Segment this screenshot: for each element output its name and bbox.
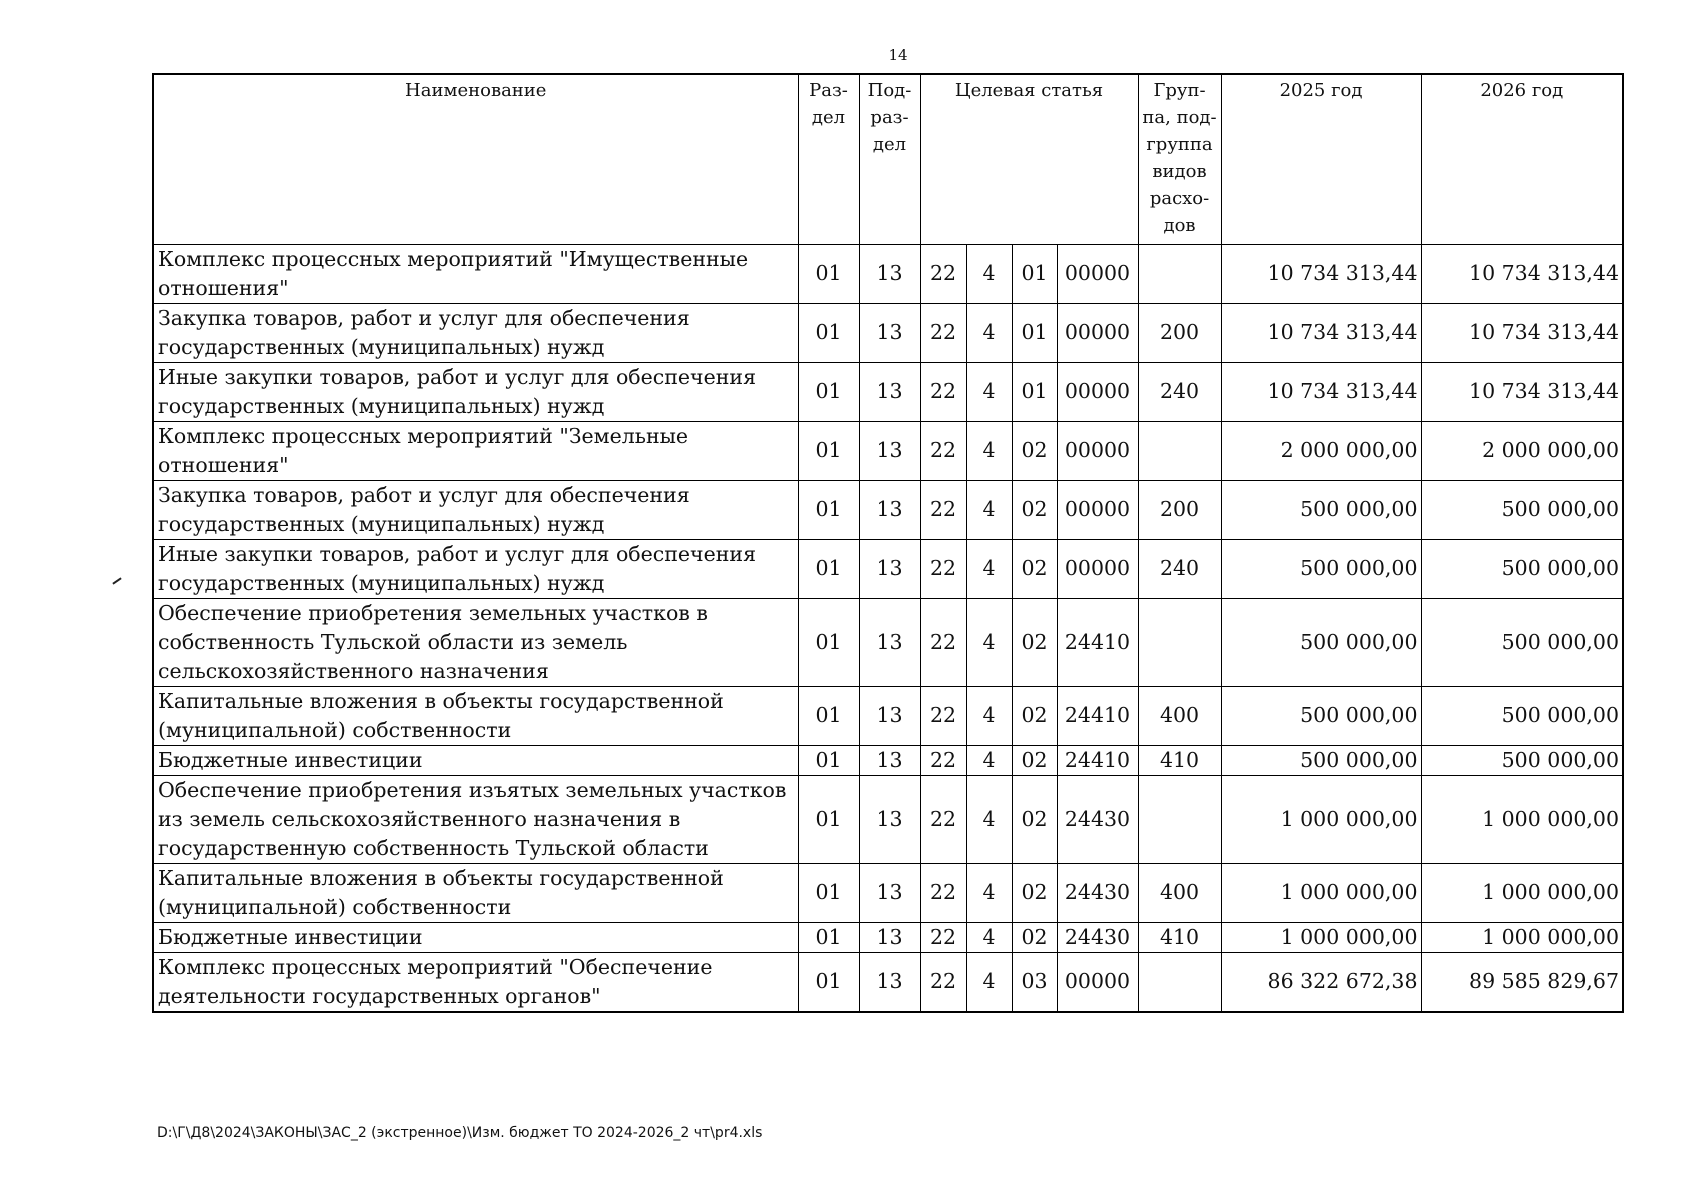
row-target-type: 4	[966, 686, 1012, 745]
table-row	[153, 922, 1623, 952]
table-row	[153, 480, 1623, 539]
row-target-complex: 02	[1012, 686, 1057, 745]
row-expense-group: 400	[1138, 863, 1221, 922]
row-amount-2025: 500 000,00	[1221, 686, 1421, 745]
row-target-complex: 02	[1012, 863, 1057, 922]
row-target-complex: 02	[1012, 922, 1057, 952]
row-target-program: 22	[920, 863, 966, 922]
row-target-type: 4	[966, 922, 1012, 952]
row-target-type: 4	[966, 598, 1012, 686]
row-target-program: 22	[920, 775, 966, 863]
row-subsection: 13	[859, 775, 920, 863]
row-section: 01	[798, 952, 859, 1012]
row-target-program: 22	[920, 421, 966, 480]
row-amount-2026: 500 000,00	[1421, 686, 1623, 745]
row-amount-2025: 10 734 313,44	[1221, 362, 1421, 421]
row-amount-2026: 500 000,00	[1421, 745, 1623, 775]
row-target-program: 22	[920, 362, 966, 421]
table-row	[153, 303, 1623, 362]
table-row	[153, 863, 1623, 922]
row-target-direction: 00000	[1057, 539, 1138, 598]
row-target-complex: 01	[1012, 244, 1057, 303]
row-section: 01	[798, 598, 859, 686]
row-amount-2026: 1 000 000,00	[1421, 863, 1623, 922]
row-target-direction: 00000	[1057, 480, 1138, 539]
row-expense-group: 400	[1138, 686, 1221, 745]
row-target-type: 4	[966, 775, 1012, 863]
row-amount-2026: 500 000,00	[1421, 598, 1623, 686]
row-subsection: 13	[859, 244, 920, 303]
row-name: Закупка товаров, работ и услуг для обеспечения государственных (муниципальных) нужд	[153, 480, 798, 539]
row-target-direction: 24430	[1057, 775, 1138, 863]
row-subsection: 13	[859, 539, 920, 598]
row-name: Иные закупки товаров, работ и услуг для обеспечения государственных (муниципальных) нужд	[153, 362, 798, 421]
row-section: 01	[798, 244, 859, 303]
stray-pen-mark	[112, 577, 121, 584]
budget-table	[152, 73, 1624, 1013]
row-section: 01	[798, 922, 859, 952]
row-target-program: 22	[920, 922, 966, 952]
row-target-type: 4	[966, 745, 1012, 775]
row-section: 01	[798, 775, 859, 863]
row-target-type: 4	[966, 421, 1012, 480]
header-year-2026: 2026 год	[1421, 74, 1623, 244]
row-amount-2026: 89 585 829,67	[1421, 952, 1623, 1012]
row-target-complex: 02	[1012, 480, 1057, 539]
table-row	[153, 539, 1623, 598]
table-header-row	[153, 74, 1623, 244]
row-target-complex: 02	[1012, 421, 1057, 480]
row-amount-2025: 86 322 672,38	[1221, 952, 1421, 1012]
row-target-complex: 03	[1012, 952, 1057, 1012]
row-expense-group	[1138, 421, 1221, 480]
header-name: Наименование	[153, 74, 798, 244]
row-amount-2026: 500 000,00	[1421, 539, 1623, 598]
row-target-direction: 00000	[1057, 244, 1138, 303]
row-name: Иные закупки товаров, работ и услуг для обеспечения государственных (муниципальных) нужд	[153, 539, 798, 598]
row-amount-2025: 10 734 313,44	[1221, 303, 1421, 362]
row-expense-group: 410	[1138, 745, 1221, 775]
row-target-type: 4	[966, 303, 1012, 362]
table-body	[153, 244, 1623, 1012]
row-name: Бюджетные инвестиции	[153, 922, 798, 952]
row-amount-2025: 500 000,00	[1221, 745, 1421, 775]
row-target-program: 22	[920, 244, 966, 303]
row-target-program: 22	[920, 539, 966, 598]
page-number: 14	[888, 46, 908, 64]
row-section: 01	[798, 480, 859, 539]
row-amount-2026: 10 734 313,44	[1421, 244, 1623, 303]
row-amount-2026: 1 000 000,00	[1421, 922, 1623, 952]
row-name: Капитальные вложения в объекты государственной (муниципальной) собственности	[153, 863, 798, 922]
row-amount-2025: 1 000 000,00	[1221, 863, 1421, 922]
row-target-program: 22	[920, 303, 966, 362]
row-amount-2025: 10 734 313,44	[1221, 244, 1421, 303]
row-target-direction: 00000	[1057, 303, 1138, 362]
row-subsection: 13	[859, 362, 920, 421]
table-row	[153, 775, 1623, 863]
row-amount-2025: 2 000 000,00	[1221, 421, 1421, 480]
row-expense-group: 410	[1138, 922, 1221, 952]
row-section: 01	[798, 421, 859, 480]
row-target-type: 4	[966, 952, 1012, 1012]
row-section: 01	[798, 362, 859, 421]
row-subsection: 13	[859, 421, 920, 480]
row-target-program: 22	[920, 480, 966, 539]
row-name: Закупка товаров, работ и услуг для обеспечения государственных (муниципальных) нужд	[153, 303, 798, 362]
row-target-complex: 02	[1012, 775, 1057, 863]
row-section: 01	[798, 539, 859, 598]
row-target-complex: 02	[1012, 598, 1057, 686]
row-name: Комплекс процессных мероприятий "Обеспечение деятельности государственных органов"	[153, 952, 798, 1012]
row-section: 01	[798, 863, 859, 922]
row-target-direction: 24410	[1057, 686, 1138, 745]
row-amount-2025: 500 000,00	[1221, 598, 1421, 686]
row-target-direction: 24430	[1057, 922, 1138, 952]
row-expense-group: 240	[1138, 539, 1221, 598]
row-amount-2025: 1 000 000,00	[1221, 775, 1421, 863]
row-target-type: 4	[966, 244, 1012, 303]
table-row	[153, 686, 1623, 745]
table-row	[153, 598, 1623, 686]
table-row	[153, 745, 1623, 775]
row-target-program: 22	[920, 598, 966, 686]
row-amount-2025: 500 000,00	[1221, 539, 1421, 598]
row-target-direction: 00000	[1057, 421, 1138, 480]
row-name: Обеспечение приобретения земельных участков в собственность Тульской области из земель сельскохозяйственного назначения	[153, 598, 798, 686]
row-target-program: 22	[920, 745, 966, 775]
row-target-direction: 24410	[1057, 745, 1138, 775]
row-target-complex: 02	[1012, 745, 1057, 775]
row-section: 01	[798, 745, 859, 775]
row-expense-group: 200	[1138, 480, 1221, 539]
row-expense-group	[1138, 952, 1221, 1012]
row-target-type: 4	[966, 362, 1012, 421]
row-name: Бюджетные инвестиции	[153, 745, 798, 775]
row-target-type: 4	[966, 539, 1012, 598]
row-amount-2026: 10 734 313,44	[1421, 362, 1623, 421]
header-expense-group: Груп- па, под- группа видов расхо- дов	[1138, 74, 1221, 244]
row-subsection: 13	[859, 922, 920, 952]
row-name: Капитальные вложения в объекты государственной (муниципальной) собственности	[153, 686, 798, 745]
row-target-complex: 01	[1012, 303, 1057, 362]
row-expense-group	[1138, 775, 1221, 863]
row-amount-2025: 500 000,00	[1221, 480, 1421, 539]
table-row	[153, 362, 1623, 421]
row-amount-2026: 2 000 000,00	[1421, 421, 1623, 480]
table-row	[153, 244, 1623, 303]
row-target-complex: 01	[1012, 362, 1057, 421]
row-subsection: 13	[859, 952, 920, 1012]
row-target-complex: 02	[1012, 539, 1057, 598]
row-expense-group: 240	[1138, 362, 1221, 421]
row-target-direction: 24430	[1057, 863, 1138, 922]
row-subsection: 13	[859, 598, 920, 686]
row-target-direction: 00000	[1057, 952, 1138, 1012]
row-name: Обеспечение приобретения изъятых земельных участков из земель сельскохозяйственного назначения в государственную собственность Тульской области	[153, 775, 798, 863]
header-subsection: Под- раз- дел	[859, 74, 920, 244]
row-target-program: 22	[920, 952, 966, 1012]
row-name: Комплекс процессных мероприятий "Земельные отношения"	[153, 421, 798, 480]
row-subsection: 13	[859, 863, 920, 922]
row-target-type: 4	[966, 863, 1012, 922]
row-target-direction: 00000	[1057, 362, 1138, 421]
header-section: Раз- дел	[798, 74, 859, 244]
row-expense-group	[1138, 598, 1221, 686]
footer-file-path: D:\Г\Д8\2024\ЗАКОНЫ\ЗАС_2 (экстренное)\Изм. бюджет ТО 2024-2026_2 чт\pr4.xls	[157, 1125, 763, 1141]
table-row	[153, 421, 1623, 480]
row-name: Комплекс процессных мероприятий "Имущественные отношения"	[153, 244, 798, 303]
row-target-program: 22	[920, 686, 966, 745]
row-subsection: 13	[859, 686, 920, 745]
row-target-direction: 24410	[1057, 598, 1138, 686]
row-section: 01	[798, 686, 859, 745]
table-row	[153, 952, 1623, 1012]
row-expense-group: 200	[1138, 303, 1221, 362]
row-subsection: 13	[859, 303, 920, 362]
header-target-article: Целевая статья	[920, 74, 1138, 244]
row-amount-2026: 1 000 000,00	[1421, 775, 1623, 863]
row-expense-group	[1138, 244, 1221, 303]
row-section: 01	[798, 303, 859, 362]
row-amount-2026: 10 734 313,44	[1421, 303, 1623, 362]
row-amount-2026: 500 000,00	[1421, 480, 1623, 539]
row-target-type: 4	[966, 480, 1012, 539]
row-subsection: 13	[859, 745, 920, 775]
row-amount-2025: 1 000 000,00	[1221, 922, 1421, 952]
row-subsection: 13	[859, 480, 920, 539]
header-year-2025: 2025 год	[1221, 74, 1421, 244]
